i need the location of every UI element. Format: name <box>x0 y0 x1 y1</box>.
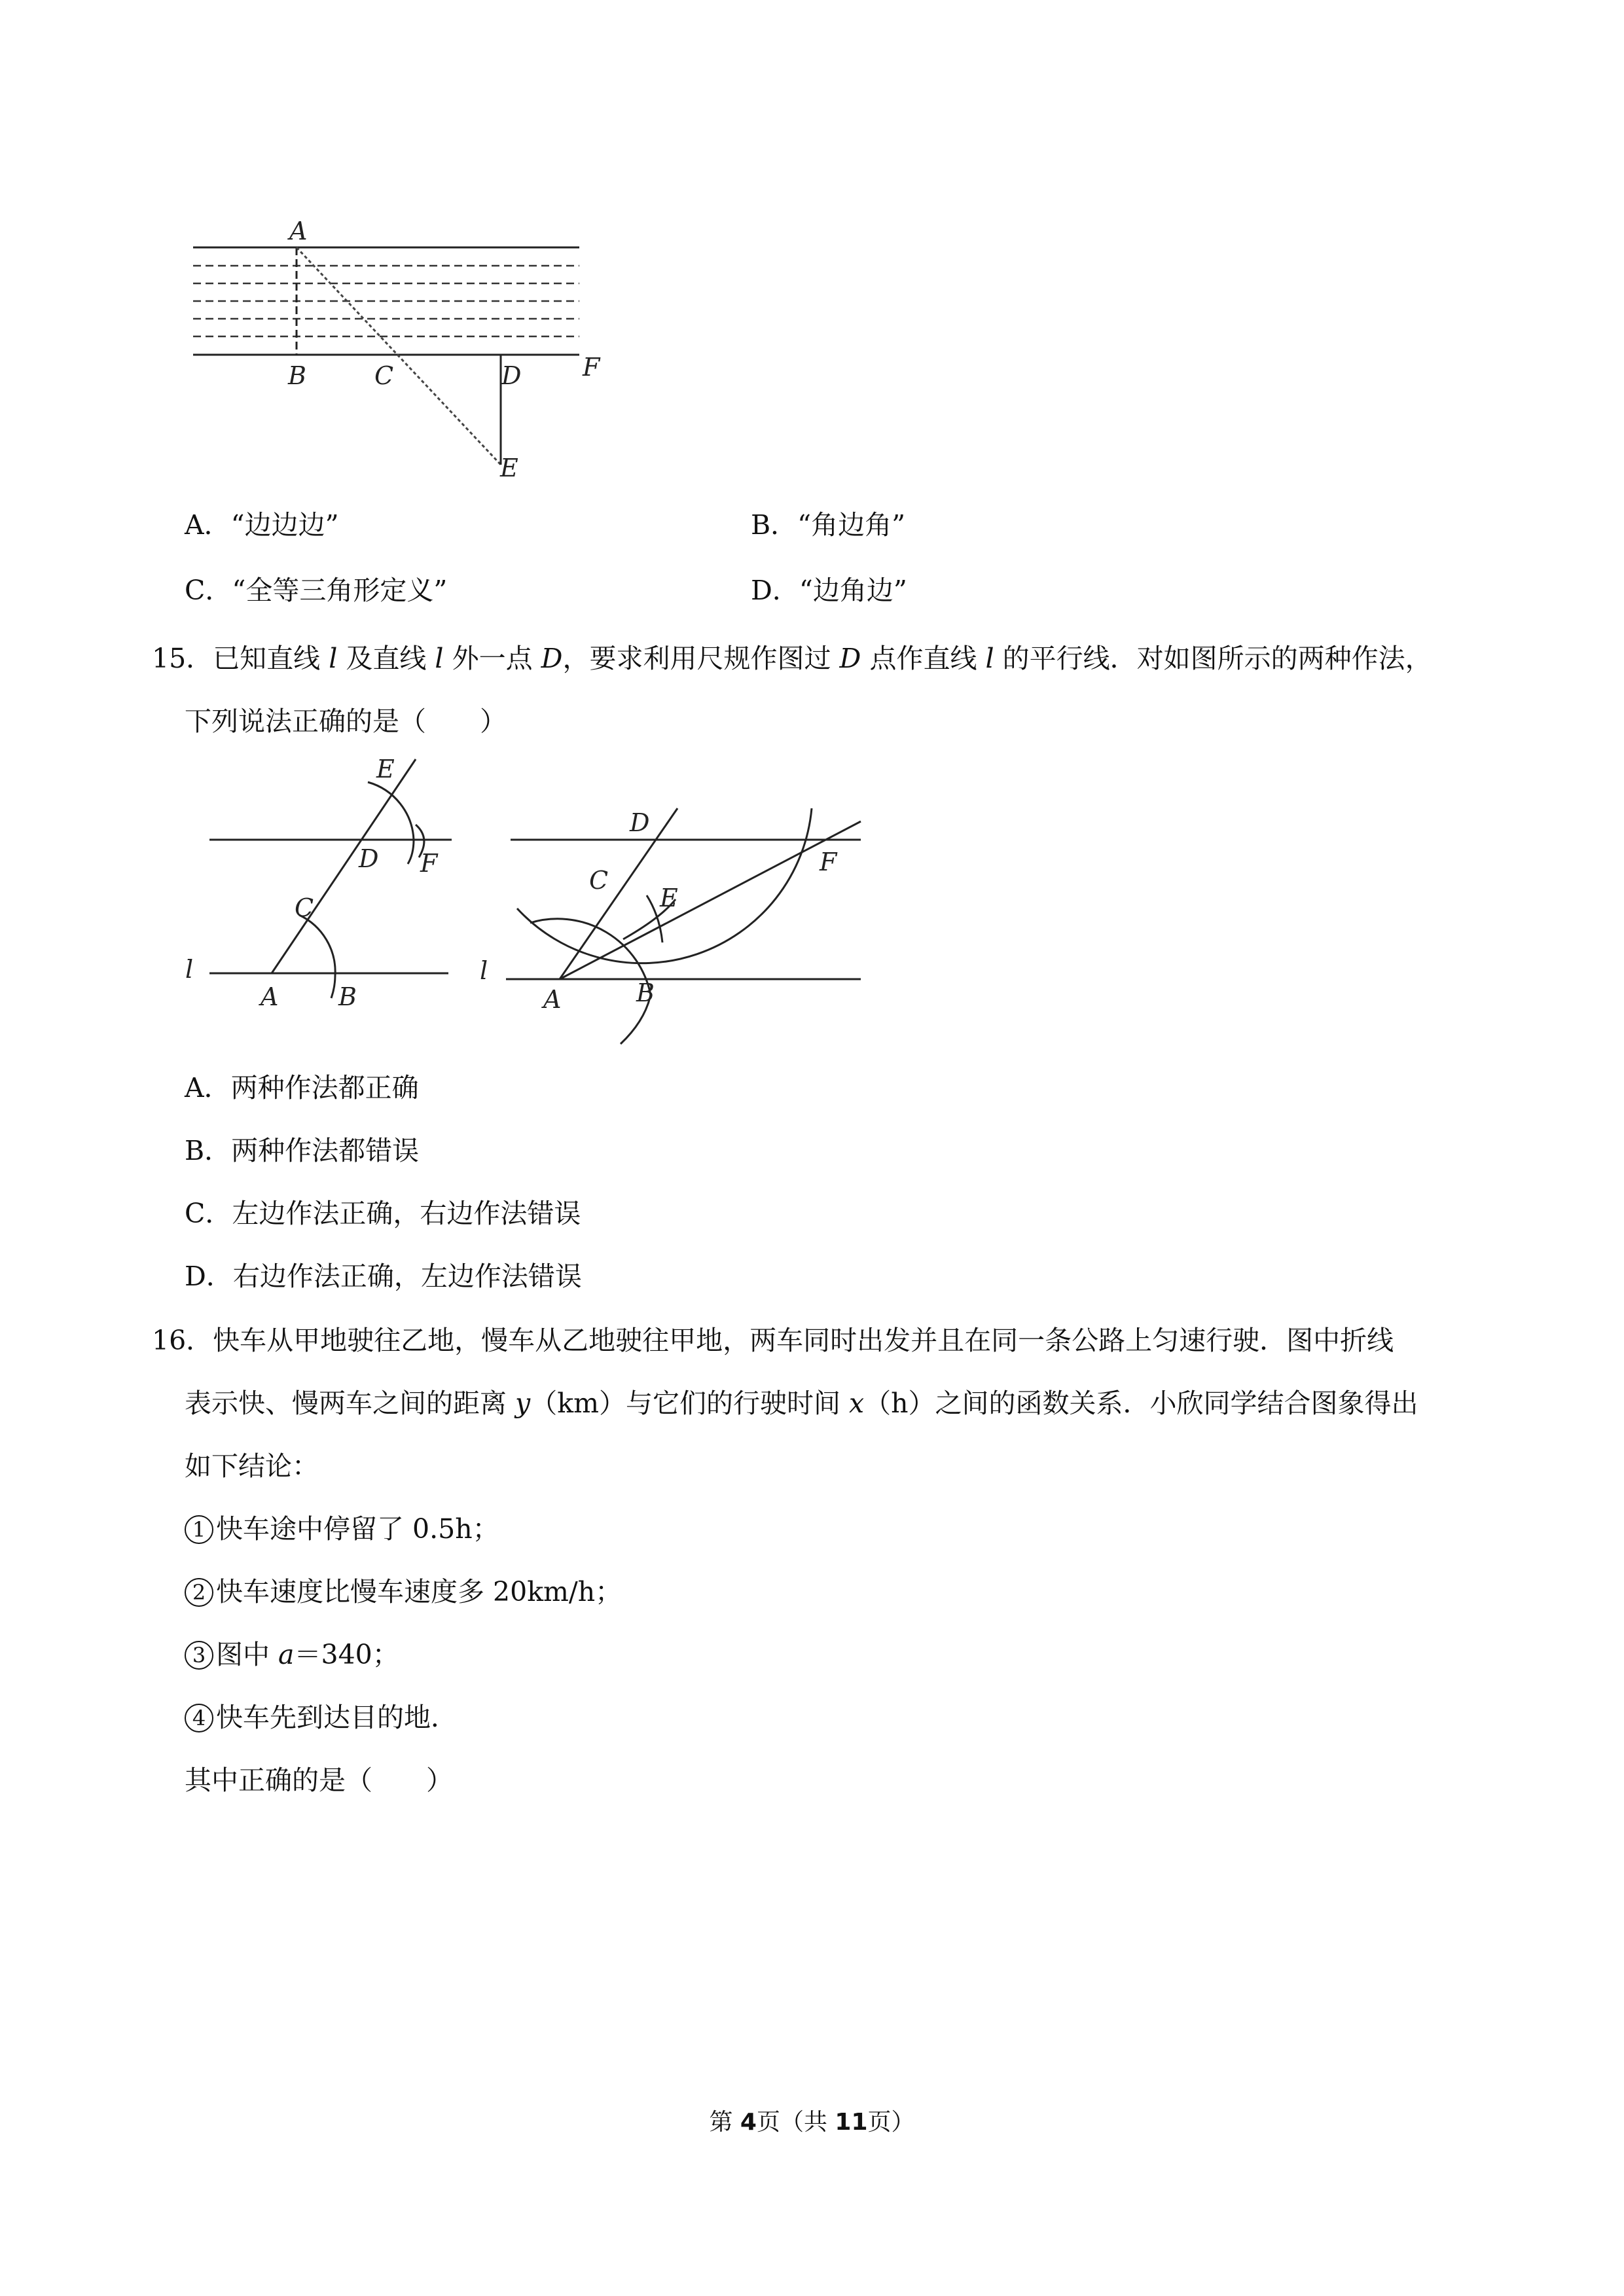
q15-option-b[interactable]: B．两种作法都错误 <box>185 1135 420 1166</box>
q16-stem-line3: 如下结论： <box>185 1450 319 1482</box>
q16-conclusion-3: 3 图中 a＝340； <box>185 1638 399 1672</box>
circled-number-2: 2 <box>185 1578 213 1607</box>
q14-option-d[interactable]: D．“边角边” <box>751 575 907 606</box>
left-label-B: B <box>338 982 357 1011</box>
left-label-C: C <box>295 893 314 922</box>
total-pages: 11 <box>835 2109 868 2136</box>
q16-number: 16． <box>152 1325 213 1356</box>
transversal-AE <box>272 759 416 973</box>
circled-number-4: 4 <box>185 1704 213 1732</box>
label-D: D <box>501 361 522 390</box>
arc-center-A <box>530 919 651 1044</box>
q14-option-c[interactable]: C．“全等三角形定义” <box>185 575 448 606</box>
left-label-A: A <box>261 982 279 1011</box>
circled-number-3: 3 <box>185 1641 213 1670</box>
figure-construction-left <box>183 746 471 1021</box>
current-page-number: 4 <box>740 2109 757 2136</box>
right-label-F: F <box>820 848 837 876</box>
label-C: C <box>374 361 394 390</box>
q15-stem-line2: 下列说法正确的是（ ） <box>185 706 507 737</box>
q16-stem-line1: 16．快车从甲地驶往乙地，慢车从乙地驶往甲地，两车同时出发并且在同一条公路上匀速行驶．图中折线 <box>152 1325 1394 1356</box>
q15-option-a[interactable]: A．两种作法都正确 <box>185 1072 419 1103</box>
page-footer: 第 4页（共 11页） <box>709 2109 915 2136</box>
right-label-A: A <box>543 985 562 1014</box>
line-AF <box>560 821 861 979</box>
q16-conclusion-4: 4 快车先到达目的地． <box>185 1700 458 1734</box>
q16-conclusion-1: 1 快车途中停留了 0.5h； <box>185 1512 499 1546</box>
q15-number: 15． <box>152 643 213 674</box>
q16-conclusion-2: 2 快车速度比慢车速度多 20km/h； <box>185 1575 622 1609</box>
label-F: F <box>583 353 600 382</box>
q16-stem-line2: 表示快、慢两车之间的距离 y（km）与它们的行驶时间 x（h）之间的函数关系．小欣同学结合图象得出 <box>185 1388 1418 1419</box>
figure-river-measurement <box>183 216 641 491</box>
right-label-C: C <box>589 866 609 895</box>
q16-question: 其中正确的是（ ） <box>185 1765 453 1796</box>
circled-number-1: 1 <box>185 1515 213 1544</box>
q14-option-b[interactable]: B．“角边角” <box>751 509 906 541</box>
right-label-B: B <box>636 978 655 1007</box>
figure-construction-right <box>478 746 897 1060</box>
left-label-l: l <box>185 955 194 984</box>
label-E: E <box>500 454 518 482</box>
q15-stem-line1: 15．已知直线 l 及直线 l 外一点 D，要求利用尺规作图过 D 点作直线 l 的平行线．对如图所示的两种作法， <box>152 643 1432 674</box>
right-label-D: D <box>630 808 650 837</box>
left-label-F: F <box>420 849 438 878</box>
right-label-E: E <box>660 884 678 912</box>
q15-option-d[interactable]: D．右边作法正确，左边作法错误 <box>185 1261 582 1292</box>
q15-option-c[interactable]: C．左边作法正确，右边作法错误 <box>185 1198 581 1229</box>
left-label-D: D <box>359 844 379 873</box>
left-label-E: E <box>376 755 395 783</box>
label-B: B <box>288 361 306 390</box>
right-label-l: l <box>480 956 488 985</box>
arc-at-A <box>299 915 335 998</box>
q14-option-a[interactable]: A．“边边边” <box>185 509 339 541</box>
label-A: A <box>289 217 308 245</box>
segment-AE <box>297 247 501 465</box>
